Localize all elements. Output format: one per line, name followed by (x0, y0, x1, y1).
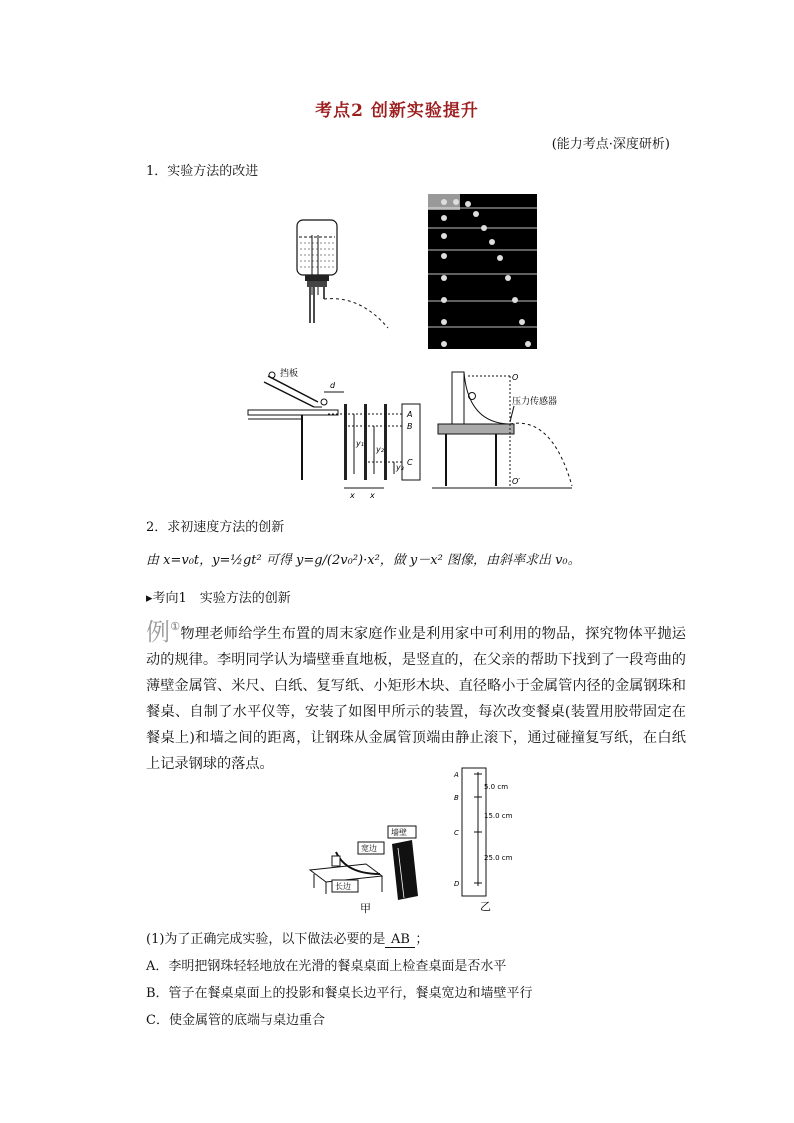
example-paragraph (146, 614, 686, 777)
answer-blank: AB (385, 932, 415, 948)
wide-side-label: 宽边 (361, 844, 377, 853)
o-prime-label: O′ (512, 477, 521, 486)
example-text: 物理老师给学生布置的周末家庭作业是利用家中可利用的物品，探究物体平抛运动的规律。李明同学认为墙壁垂直地板，是竖直的，在父亲的帮助下找到了一段弯曲的薄壁金属管、米尺、白纸、复写纸、小矩形木块、直径略小于金属管内径的金属钢珠和餐桌、自制了水平仪等，安装了如图甲所示的装置，每次改变餐桌(装置用胶带固定在餐桌上)和墙之间的距离，让钢珠从金属管顶端由静止滚下，通过碰撞复写纸，在白纸上记录钢球的落点。 (146, 626, 686, 772)
question-suffix: ； (415, 932, 429, 947)
point-a: A (454, 771, 459, 779)
letter-c: C (407, 458, 413, 467)
triangle-icon: ▸ (146, 591, 153, 606)
point-d: D (454, 880, 460, 888)
bottle-apparatus-figure (290, 215, 400, 330)
caption-yi: 乙 (480, 900, 491, 913)
long-side-label: 长边 (335, 882, 351, 891)
caption-jia: 甲 (360, 902, 371, 915)
question-1 (146, 928, 428, 948)
section-1-heading: 1．实验方法的改进 (146, 164, 259, 179)
option-b: B．管子在餐桌桌面上的投影和餐桌长边平行，餐桌宽边和墙壁平行 (146, 986, 533, 1001)
distance-cd: 25.0 cm (484, 854, 513, 862)
strobe-photo-figure (428, 194, 537, 349)
y3-label: y₃ (396, 463, 404, 472)
y1-label: y₁ (356, 439, 364, 448)
letter-b: B (407, 422, 413, 431)
page-title: 考点2 创新实验提升 (315, 101, 479, 121)
page-subtitle: (能力考点·深度研析) (551, 137, 670, 152)
incline-boards-figure (244, 362, 424, 502)
y2-label: y₂ (376, 445, 384, 454)
pressure-sensor-figure (432, 366, 592, 494)
option-c: C．使金属管的底端与桌边重合 (146, 1013, 325, 1028)
example-number: ① (170, 620, 181, 633)
figure-yi (452, 764, 532, 914)
example-mark: 例 (146, 618, 171, 646)
letter-a: A (407, 410, 413, 419)
sensor-label: 压力传感器 (512, 397, 558, 407)
wall-label: 墙壁 (391, 828, 407, 837)
formula-line: 由 x=v₀t，y=½gt² 可得 y=g/(2v₀²)·x²，做 y－x² 图像，由斜率求出 v₀。 (146, 553, 581, 568)
section-2-heading: 2．求初速度方法的创新 (146, 520, 285, 535)
direction-label: 考向1 实验方法的创新 (152, 591, 291, 606)
x-label-2: x (370, 491, 375, 500)
point-c: C (454, 829, 459, 837)
point-b: B (454, 794, 459, 802)
question-prefix: (1)为了正确完成实验，以下做法必要的是 (146, 932, 386, 947)
o-label: O (512, 373, 519, 382)
figure-jia (306, 822, 426, 917)
d-label: d (330, 381, 336, 390)
distance-ab: 5.0 cm (484, 783, 509, 791)
x-label-1: x (350, 491, 355, 500)
baffle-label: 挡板 (280, 369, 299, 379)
option-a: A．李明把钢珠轻轻地放在光滑的餐桌桌面上检查桌面是否水平 (146, 959, 507, 974)
direction-heading (146, 587, 291, 606)
distance-bc: 15.0 cm (484, 812, 513, 820)
